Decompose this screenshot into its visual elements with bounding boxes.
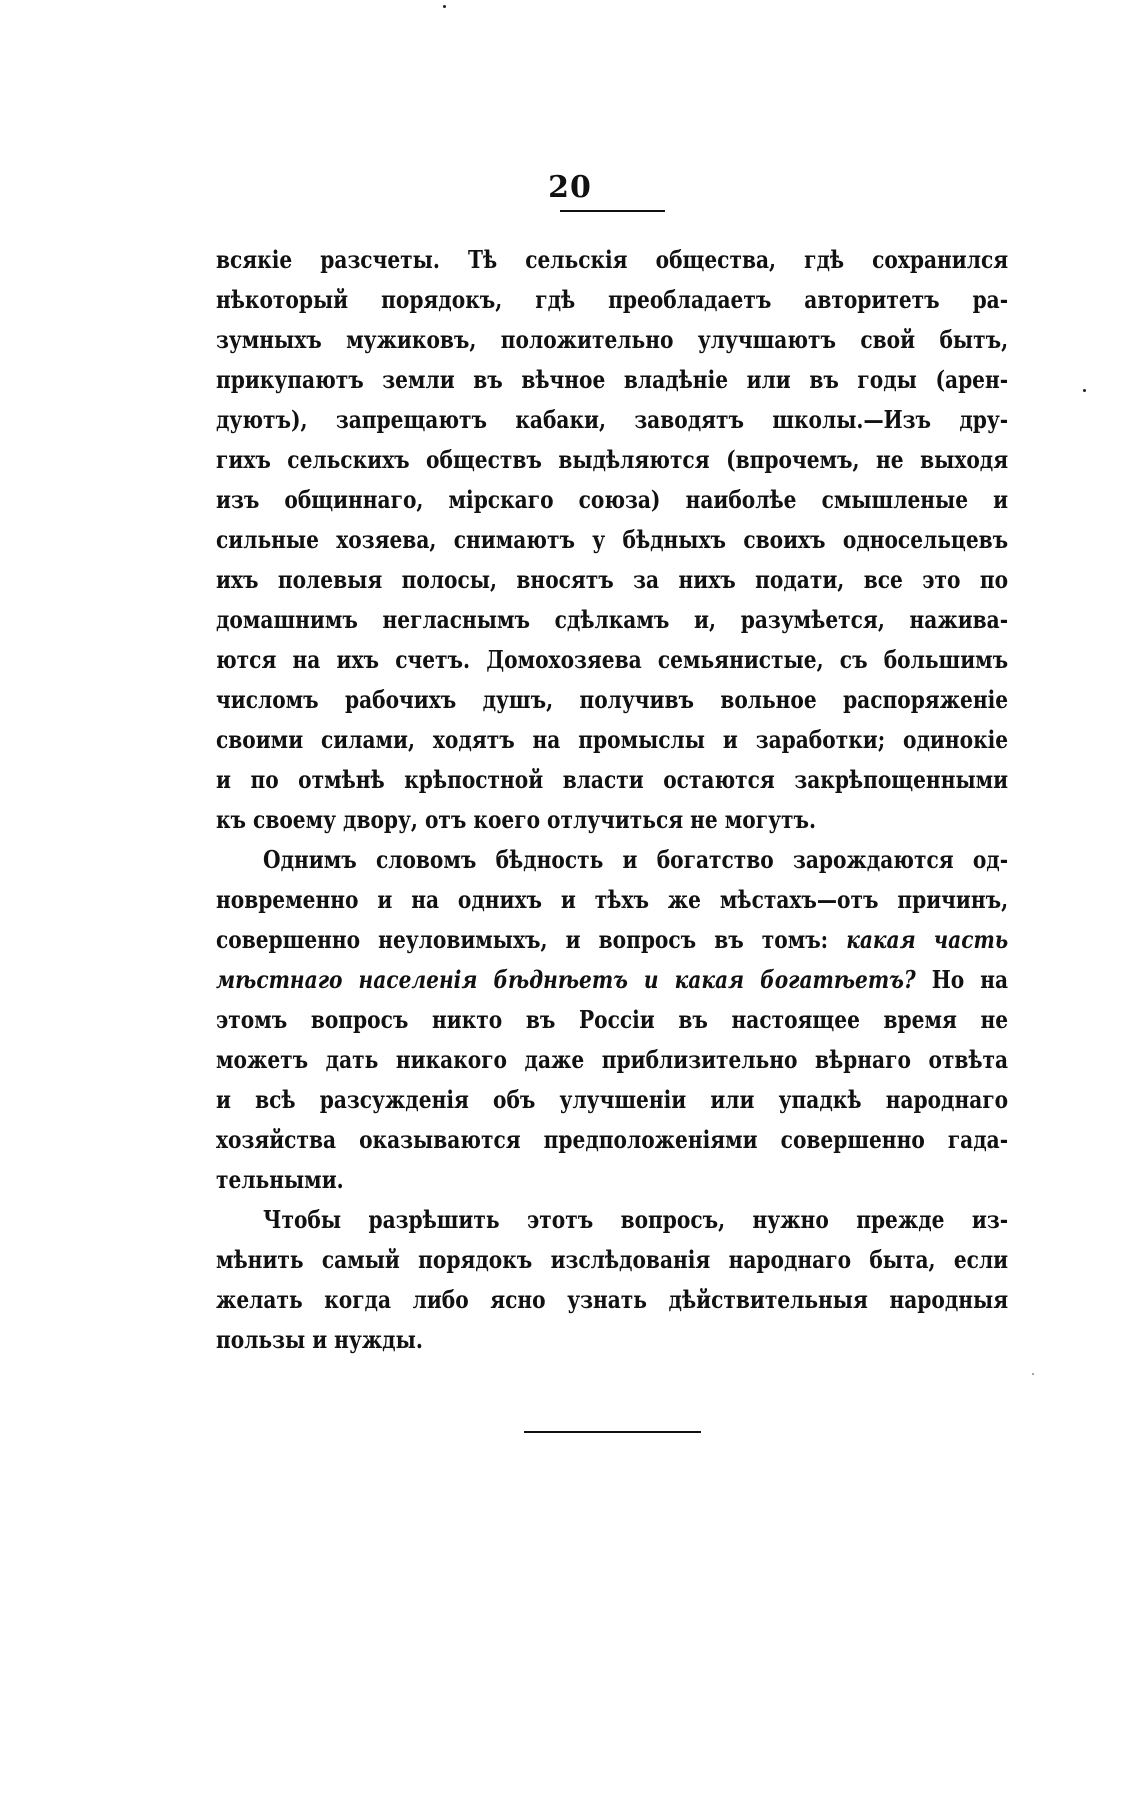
text-run: сильные хозяева, снимаютъ у бѣдныхъ своихъ односельцевъ xyxy=(216,525,1009,554)
text-line xyxy=(216,640,1008,680)
text-line xyxy=(216,600,1008,640)
text-line xyxy=(216,1200,1008,1240)
text-line xyxy=(216,480,1008,520)
text-run: совершенно неуловимыхъ, и вопросъ въ томъ: xyxy=(216,925,847,954)
italic-text: мѣстнаго населенiя бѣднѣетъ и какая богатѣетъ? xyxy=(216,965,916,994)
text-run: и всѣ разсужденiя объ улучшенiи или упадкѣ народнаго xyxy=(216,1085,1009,1114)
text-line xyxy=(216,520,1008,560)
paragraph xyxy=(216,240,1008,840)
text-run: этомъ вопросъ никто въ Россiи въ настоящее время не xyxy=(216,1005,1009,1034)
text-line xyxy=(216,240,1008,280)
text-run: домашнимъ негласнымъ сдѣлкамъ и, разумѣется, нажива- xyxy=(216,605,1009,634)
text-run: зумныхъ мужиковъ, положительно улучшаютъ свой бытъ, xyxy=(216,325,1009,354)
text-run: къ своему двору, отъ коего отлучиться не могутъ. xyxy=(216,805,816,834)
text-run: Но на xyxy=(915,965,1009,994)
text-line xyxy=(216,1160,1008,1200)
text-line xyxy=(216,440,1008,480)
text-line xyxy=(216,360,1008,400)
text-run: тельными. xyxy=(216,1165,344,1194)
text-run: прикупаютъ земли въ вѣчное владѣнiе или въ годы (арен- xyxy=(216,365,1009,394)
text-run: Чтобы разрѣшить этотъ вопросъ, нужно прежде из- xyxy=(263,1205,1009,1234)
text-run: желать когда либо ясно узнать дѣйствительныя народныя xyxy=(216,1285,1009,1314)
text-run: пользы и нужды. xyxy=(216,1325,423,1354)
text-line xyxy=(216,320,1008,360)
text-run: новременно и на однихъ и тѣхъ же мѣстахъ—отъ причинъ, xyxy=(216,885,1009,914)
text-line xyxy=(216,280,1008,320)
text-run: гихъ сельскихъ обществъ выдѣляются (впрочемъ, не выходя xyxy=(216,445,1009,474)
text-run: изъ общиннаго, мiрскаго союза) наиболѣе смышленые и xyxy=(216,485,1009,514)
text-run: числомъ рабочихъ душъ, получивъ вольное распоряженiе xyxy=(216,685,1009,714)
text-run: ются на ихъ счетъ. Домохозяева семьянистые, съ большимъ xyxy=(216,645,1009,674)
text-line xyxy=(216,1000,1008,1040)
body-text xyxy=(216,240,1008,1360)
header-rule xyxy=(560,210,665,212)
text-line xyxy=(216,1320,1008,1360)
text-line xyxy=(216,800,1008,840)
text-line xyxy=(216,920,1008,960)
text-line xyxy=(216,960,1008,1000)
scan-speck xyxy=(1032,1373,1034,1375)
text-run: нѣкоторый порядокъ, гдѣ преобладаетъ авторитетъ ра- xyxy=(216,285,1009,314)
paragraph xyxy=(216,840,1008,1200)
text-line xyxy=(216,400,1008,440)
text-run: Однимъ словомъ бѣдность и богатство зарождаются од- xyxy=(263,845,1009,874)
text-run: всякie разсчеты. Тѣ сельскiя общества, гдѣ сохранился xyxy=(216,245,1009,274)
text-run: и по отмѣнѣ крѣпостной власти остаются закрѣпощенными xyxy=(216,765,1009,794)
scan-speck xyxy=(443,5,446,8)
text-line xyxy=(216,560,1008,600)
text-run: мѣнить самый порядокъ изслѣдованiя народнаго быта, если xyxy=(216,1245,1009,1274)
text-run: своими силами, ходятъ на промыслы и заработки; одинокiе xyxy=(216,725,1009,754)
text-line xyxy=(216,680,1008,720)
text-line xyxy=(216,840,1008,880)
text-run: хозяйства оказываются предположенiями совершенно гада- xyxy=(216,1125,1009,1154)
scan-speck xyxy=(1083,389,1086,392)
text-line xyxy=(216,720,1008,760)
paragraph xyxy=(216,1200,1008,1360)
text-run: ихъ полевыя полосы, вносятъ за нихъ подати, все это по xyxy=(216,565,1009,594)
text-line xyxy=(216,1080,1008,1120)
text-line xyxy=(216,1040,1008,1080)
text-line xyxy=(216,880,1008,920)
text-line xyxy=(216,1120,1008,1160)
text-run: можетъ дать никакого даже приблизительно вѣрнаго отвѣта xyxy=(216,1045,1009,1074)
text-line xyxy=(216,760,1008,800)
italic-text: какая часть xyxy=(846,925,1009,954)
page-number: 20 xyxy=(548,170,592,205)
text-run: дуютъ), запрещаютъ кабаки, заводятъ школы.—Изъ дру- xyxy=(216,405,1009,434)
end-rule xyxy=(524,1431,701,1433)
text-line xyxy=(216,1280,1008,1320)
text-line xyxy=(216,1240,1008,1280)
